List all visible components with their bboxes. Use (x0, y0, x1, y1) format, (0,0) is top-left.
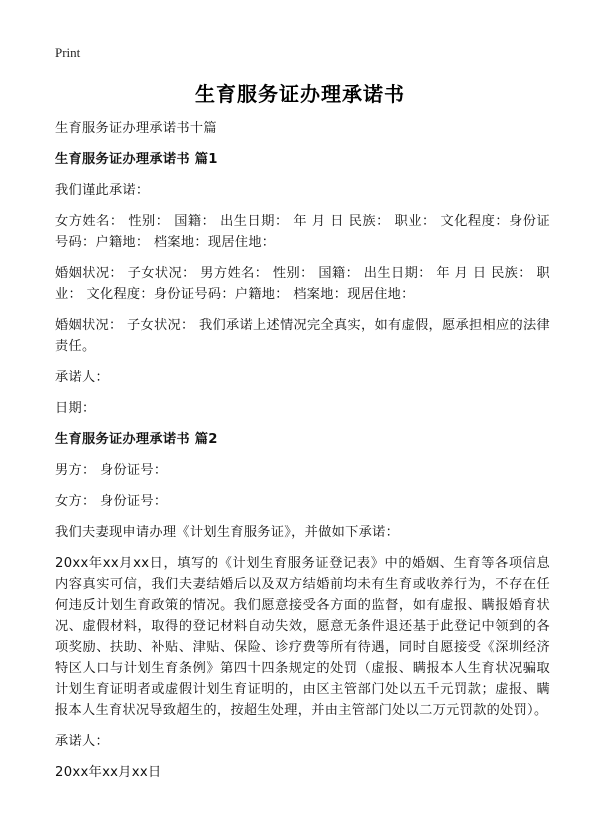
section2-signer: 承诺人： (55, 734, 109, 749)
section-heading-1: 生育服务证办理承诺书 篇1 (55, 152, 218, 167)
section1-date: 日期： (55, 401, 96, 416)
document-subtitle: 生育服务证办理承诺书十篇 (55, 121, 217, 136)
section1-male-info: 婚姻状况： 子女状况： 男方姓名： 性别： 国籍： 出生日期： 年 月 日 民族： 职业： 文化程度：身份证号码：户籍地： 档案地：现居住地： (55, 266, 550, 302)
section2-male-id: 男方： 身份证号： (55, 463, 168, 478)
print-label: Print (55, 45, 81, 60)
section-heading-2: 生育服务证办理承诺书 篇2 (55, 432, 218, 447)
section2-body: 20xx年xx月xx日，填写的《计划生育服务证登记表》中的婚姻、生育等各项信息内容真实可信，我们夫妻结婚后以及双方结婚前均未有生育或收养行为，不存在任何违反计划生育政策的情况。我们愿意接受各方面的监督，如有虚报、瞒报婚育状况、虚假材料，取得的登记材料自动失效，愿意无条件退还基于此登记中领到的各项奖励、扶助、补贴、津贴、保险、诊疗费等所有待遇，同时自愿接受《深圳经济特区人口与计划生育条例》第四十四条规定的处罚（虚报、瞒报本人生育状况骗取计划生育证明者或虚假计划生育证明的，由区主管部门处以五千元罚款；虚报、瞒报本人生育状况导致超生的，按超生处理，并由主管部门处以二万元罚款的处罚）。 (55, 556, 550, 718)
section2-intro: 我们夫妻现申请办理《计划生育服务证》，并做如下承诺： (55, 525, 400, 540)
document-title: 生育服务证办理承诺书 (195, 82, 405, 106)
section1-signer: 承诺人： (55, 370, 109, 385)
document-body (55, 118, 550, 793)
section1-female-info: 女方姓名： 性别： 国籍： 出生日期： 年 月 日 民族： 职业： 文化程度：身份证号码：户籍地： 档案地：现居住地： (55, 214, 550, 250)
section1-declaration: 婚姻状况： 子女状况： 我们承诺上述情况完全真实，如有虚假，愿承担相应的法律责任。 (55, 318, 550, 354)
section2-date: 20xx年xx月xx日 (55, 765, 162, 780)
section1-intro: 我们谨此承诺： (55, 183, 150, 198)
section2-female-id: 女方： 身份证号： (55, 494, 168, 509)
